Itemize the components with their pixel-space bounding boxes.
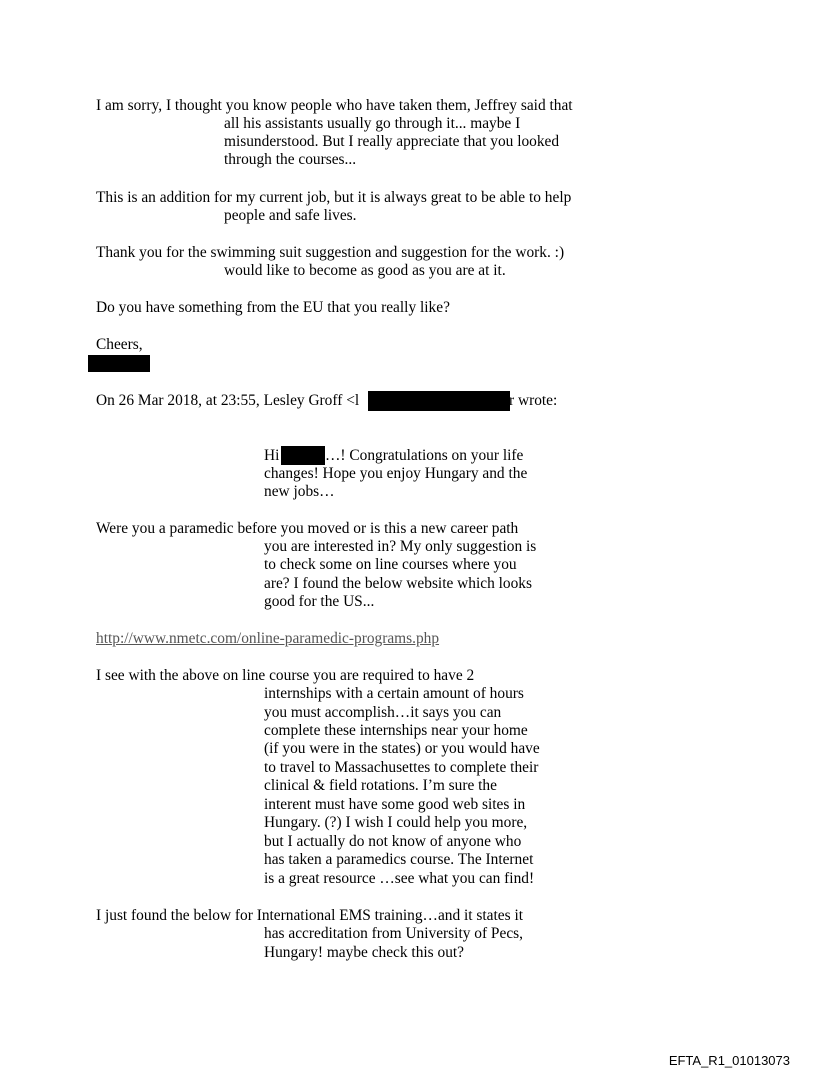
q3-line-9: Hungary. (?) I wish I could help you more, <box>264 814 528 831</box>
q3-line-6: to travel to Massachusettes to complete their <box>264 759 539 776</box>
q3-line-11: has taken a paramedics course. The Internet <box>264 851 534 868</box>
q1-rest: …! Congratulations on your life <box>325 447 524 464</box>
para1-line-2: all his assistants usually go through it... maybe I <box>224 115 521 132</box>
q2-line-5: good for the US... <box>264 593 375 610</box>
q1-hi: Hi <box>264 447 280 464</box>
q3-line-1: I see with the above on line course you are required to have 2 <box>96 667 475 684</box>
para3-line-2: would like to become as good as you are at it. <box>224 262 506 279</box>
para2-line-1: This is an addition for my current job, but it is always great to be able to help <box>96 189 572 206</box>
q3-line-2: internships with a certain amount of hours <box>264 685 524 702</box>
para4-line: Do you have something from the EU that you really like? <box>96 299 450 316</box>
q4-line-2: has accreditation from University of Pecs, <box>264 925 523 942</box>
q3-line-7: clinical & field rotations. I’m sure the <box>264 777 497 794</box>
q3-line-3: you must accomplish…it says you can <box>264 704 502 721</box>
q3-line-10: but I actually do not know of anyone who <box>264 833 522 850</box>
quote-header-suffix: r wrote: <box>509 392 558 409</box>
paramedic-programs-link[interactable]: http://www.nmetc.com/online-paramedic-programs.php <box>96 630 440 647</box>
q2-line-1: Were you a paramedic before you moved or is this a new career path <box>96 520 519 537</box>
q2-line-3: to check some on line courses where you <box>264 556 517 573</box>
redaction-block-signature <box>88 355 150 372</box>
q3-line-12: is a great resource …see what you can find! <box>264 870 535 887</box>
q4-line-1: I just found the below for International EMS training…and it states it <box>96 907 524 924</box>
q4-line-3: Hungary! maybe check this out? <box>264 944 465 961</box>
q1-line-3: new jobs… <box>264 483 335 500</box>
para1-line-4: through the courses... <box>224 151 357 168</box>
redaction-block-name <box>281 446 325 465</box>
q3-line-5: (if you were in the states) or you would have <box>264 740 540 757</box>
q1-line-2: changes! Hope you enjoy Hungary and the <box>264 465 528 482</box>
para3-line-1: Thank you for the swimming suit suggestion and suggestion for the work. :) <box>96 244 565 261</box>
q3-line-8: interent must have some good web sites in <box>264 796 526 813</box>
para1-line-3: misunderstood. But I really appreciate that you looked <box>224 133 560 150</box>
closing-text: Cheers, <box>96 336 143 353</box>
q2-line-2: you are interested in? My only suggestion is <box>264 538 537 555</box>
q3-line-4: complete these internships near your home <box>264 722 528 739</box>
para2-line-2: people and safe lives. <box>224 207 357 224</box>
quote-header-prefix: On 26 Mar 2018, at 23:55, Lesley Groff <l <box>96 392 360 409</box>
q2-line-4: are? I found the below website which looks <box>264 575 532 592</box>
redaction-block-email <box>368 391 510 411</box>
document-id: EFTA_R1_01013073 <box>668 1053 790 1068</box>
para1-line-1: I am sorry, I thought you know people who have taken them, Jeffrey said that <box>96 97 573 114</box>
